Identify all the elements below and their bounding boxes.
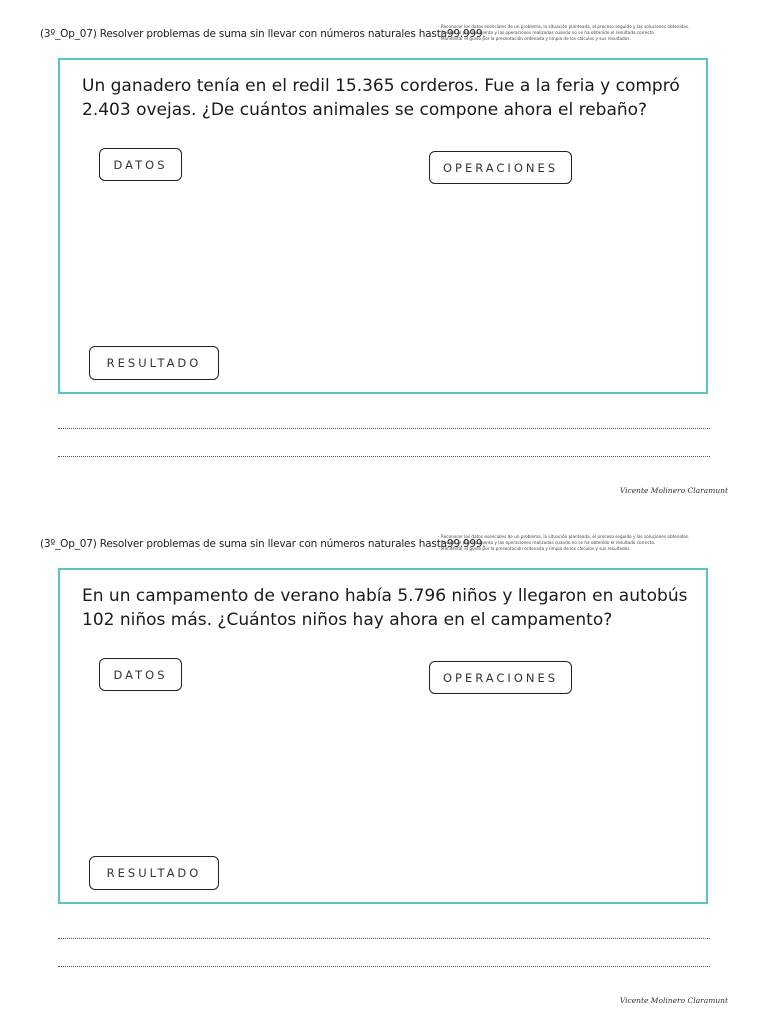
criteria-item: - Revisar el planteamiento y las operaciones realizadas cuando no se ha obtenido el resultado correcto. [438, 30, 656, 35]
criteria-item: - Revisar el planteamiento y las operaciones realizadas cuando no se ha obtenido el resultado correcto. [438, 540, 656, 545]
worksheet-2 [0, 510, 768, 1022]
answer-line[interactable] [58, 966, 710, 967]
criteria-item: - Manifestar el gusto por la presentación ordenada y limpia de los cálculos y sus resultados. [438, 546, 631, 551]
criteria-item: - Manifestar el gusto por la presentación ordenada y limpia de los cálculos y sus resultados. [438, 36, 631, 41]
evaluation-criteria [438, 24, 738, 42]
answer-line[interactable] [58, 938, 710, 939]
datos-label: DATOS [99, 658, 182, 691]
answer-line[interactable] [58, 456, 710, 457]
criteria-item: - Reconocer los datos esenciales de un problema, la situación planteada, el proceso seguido y las soluciones obtenidas. [438, 24, 690, 29]
author-credit: Vicente Molinero Claramunt [619, 486, 728, 495]
answer-line[interactable] [58, 428, 710, 429]
header-title: (3º_Op_07) Resolver problemas de suma sin llevar con números naturales hasta99.999. [40, 28, 486, 40]
problem-statement: Un ganadero tenía en el redil 15.365 corderos. Fue a la feria y compró 2.403 ovejas. ¿De cuántos animales se compone ahora el rebaño? [82, 76, 680, 120]
criteria-item: - Reconocer los datos esenciales de un problema, la situación planteada, el proceso seguido y las soluciones obtenidas. [438, 534, 690, 539]
author-credit: Vicente Molinero Claramunt [619, 996, 728, 1005]
resultado-label: RESULTADO [89, 346, 219, 380]
evaluation-criteria [438, 534, 738, 552]
header-title: (3º_Op_07) Resolver problemas de suma sin llevar con números naturales hasta99.999. [40, 538, 486, 550]
operaciones-label: OPERACIONES [429, 661, 572, 694]
datos-label: DATOS [99, 148, 182, 181]
problem-box [58, 58, 708, 394]
operaciones-label: OPERACIONES [429, 151, 572, 184]
problem-box [58, 568, 708, 904]
problem-statement: En un campamento de verano había 5.796 niños y llegaron en autobús 102 niños más. ¿Cuántos niños hay ahora en el campamento? [82, 586, 688, 630]
resultado-label: RESULTADO [89, 856, 219, 890]
